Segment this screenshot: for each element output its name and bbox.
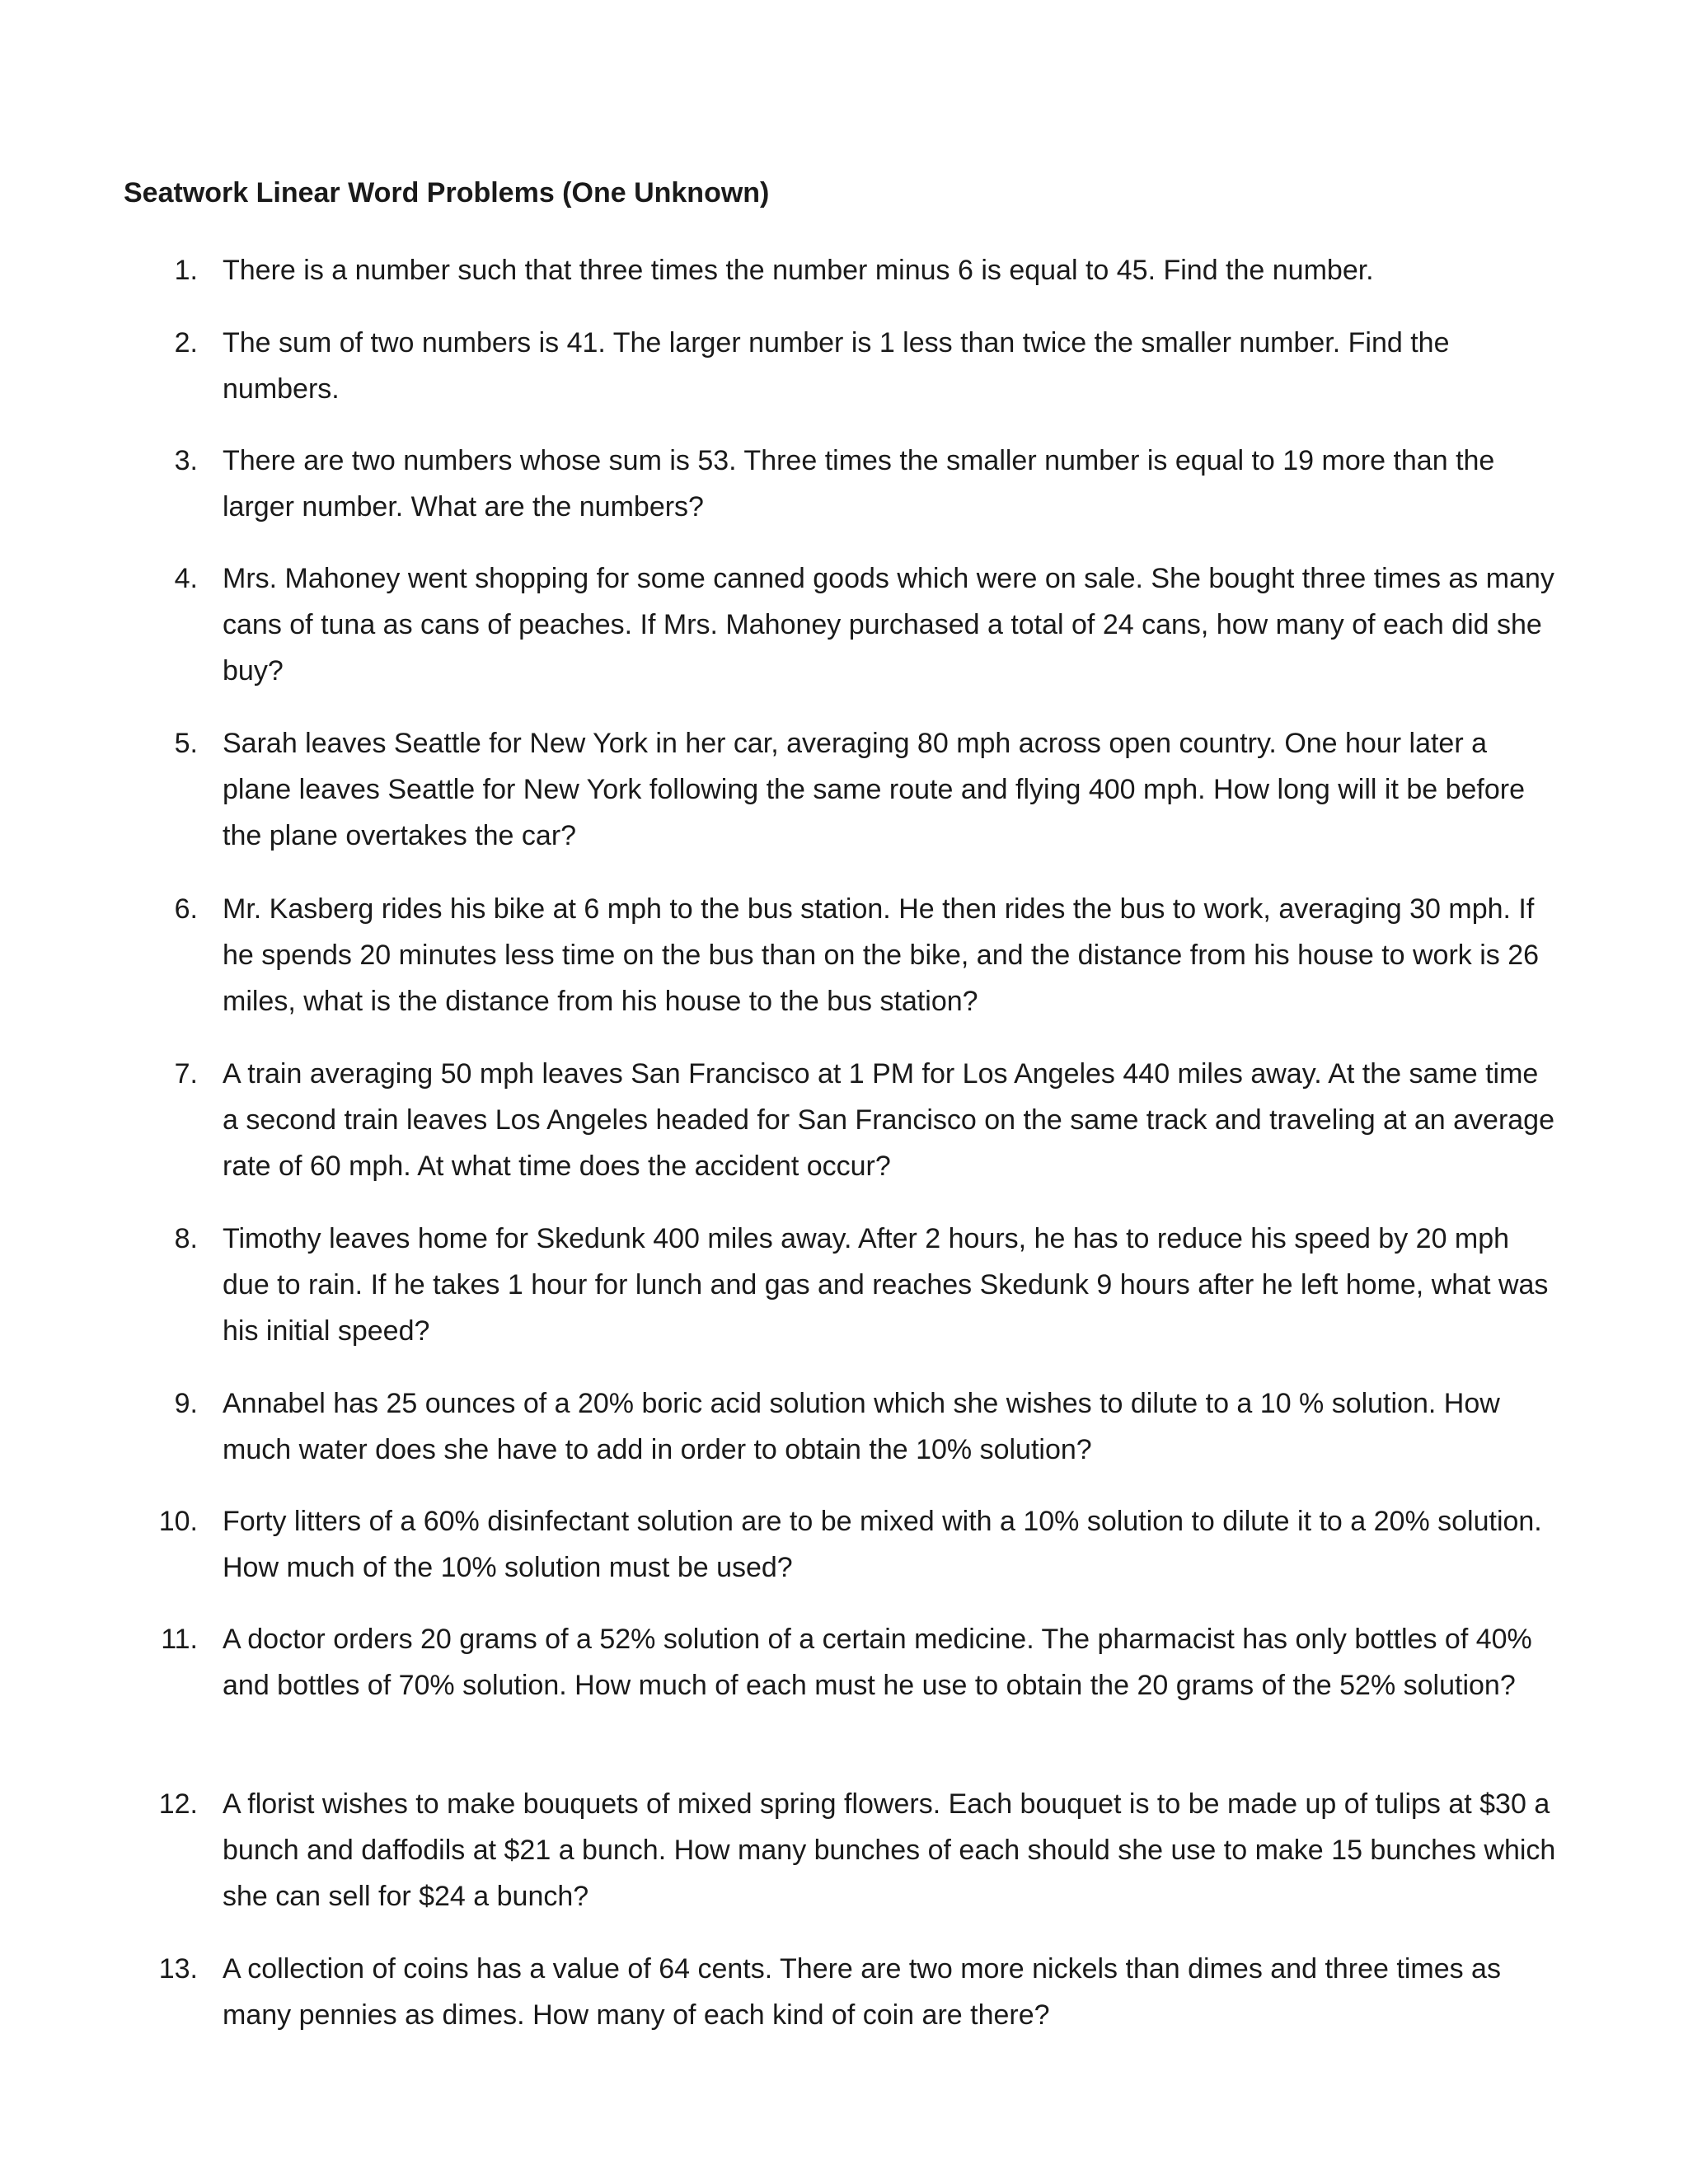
problem-text: Timothy leaves home for Skedunk 400 miles away. After 2 hours, he has to reduce his speed by 20 mph due to rain. If he takes 1 hour for lunch and gas and reaches Skedunk 9 hours after he left home, what was his initial speed? xyxy=(223,1223,1549,1347)
problem-text: Forty litters of a 60% disinfectant solution are to be mixed with a 10% solution to dilute it to a 20% solution. How much of the 10% solution must be used? xyxy=(223,1506,1542,1583)
problem-text: Mr. Kasberg rides his bike at 6 mph to the bus station. He then rides the bus to work, averaging 30 mph. If he spends 20 minutes less time on the bus than on the bike, and the distance from his house to work is 26 miles, what is the distance from his house to the bus station? xyxy=(223,893,1540,1017)
problem-number: 5. xyxy=(174,728,198,759)
problem-text: A florist wishes to make bouquets of mixed spring flowers. Each bouquet is to be made up of tulips at $30 a bunch and daffodils at $21 a bunch. How many bunches of each should she use to make 15 bunches which she can sell for $24 a bunch? xyxy=(223,1788,1556,1912)
problem-text: There is a number such that three times the number minus 6 is equal to 45. Find the number. xyxy=(223,255,1374,286)
problem-text: Sarah leaves Seattle for New York in her car, averaging 80 mph across open country. One hour later a plane leaves Seattle for New York following the same route and flying 400 mph. How long will it be before the plane overtakes the car? xyxy=(223,728,1526,851)
problem-text: The sum of two numbers is 41. The larger number is 1 less than twice the smaller number. Find the numbers. xyxy=(223,327,1450,405)
problem-text: A doctor orders 20 grams of a 52% solution of a certain medicine. The pharmacist has only bottles of 40% and bottles of 70% solution. How much of each must he use to obtain the 20 grams of the 52% solution? xyxy=(223,1624,1532,1701)
problem-text: Mrs. Mahoney went shopping for some canned goods which were on sale. She bought three times as many cans of tuna as cans of peaches. If Mrs. Mahoney purchased a total of 24 cans, how many of each did she buy? xyxy=(223,563,1554,687)
problem-number: 6. xyxy=(174,893,198,925)
problem-number: 10. xyxy=(158,1506,198,1537)
problem-number: 3. xyxy=(174,445,198,476)
problem-number: 4. xyxy=(174,563,198,594)
problem-number: 8. xyxy=(174,1223,198,1254)
problem-text: A train averaging 50 mph leaves San Francisco at 1 PM for Los Angeles 440 miles away. At the same time a second train leaves Los Angeles headed for San Francisco on the same track and traveling at an average rate of 60 mph. At what time does the accident occur? xyxy=(223,1058,1554,1182)
problem-number: 7. xyxy=(174,1058,198,1090)
problem-number: 12. xyxy=(158,1788,198,1820)
problem-number: 13. xyxy=(158,1953,198,1985)
problem-number: 11. xyxy=(161,1624,198,1655)
problem-number: 1. xyxy=(174,255,198,286)
problem-number: 2. xyxy=(174,327,198,359)
problem-text: Annabel has 25 ounces of a 20% boric acid solution which she wishes to dilute to a 10 % solution. How much water does she have to add in order to obtain the 10% solution? xyxy=(223,1388,1500,1465)
problem-number: 9. xyxy=(174,1388,198,1419)
problem-text: A collection of coins has a value of 64 cents. There are two more nickels than dimes and three times as many pennies as dimes. How many of each kind of coin are there? xyxy=(223,1953,1501,2031)
problem-text: There are two numbers whose sum is 53. Three times the smaller number is equal to 19 more than the larger number. What are the numbers? xyxy=(223,445,1495,523)
page-title: Seatwork Linear Word Problems (One Unknown) xyxy=(124,177,770,209)
